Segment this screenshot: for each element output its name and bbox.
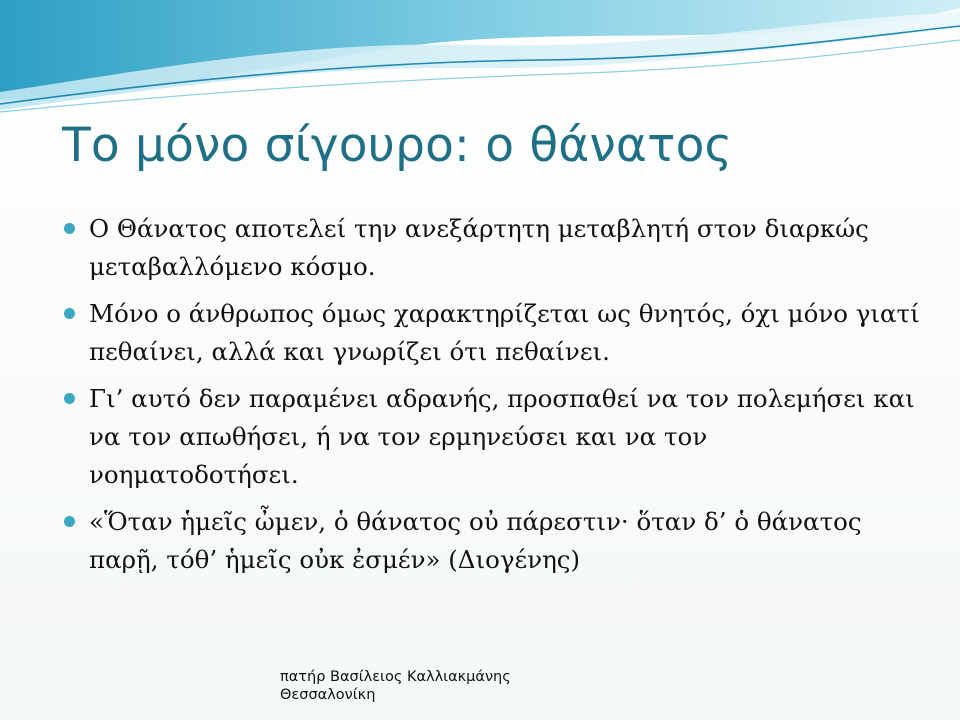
bullet-text: «Ὅταν ἡμεῖς ὦμεν, ὁ θάνατος οὐ πάρεστιν· ὅταν δ’ ὁ θάνατος παρῇ, τόθ’ ἡμεῖς οὐκ ἐσμέν» (Διογένης) xyxy=(89,507,862,574)
bullet-item xyxy=(62,503,922,579)
bullet-text: Μόνο ο άνθρωπος όμως χαρακτηρίζεται ως θνητός, όχι μόνο γιατί πεθαίνει, αλλά και γνωρίζει ότι πεθαίνει. xyxy=(89,299,920,366)
bullet-item xyxy=(62,380,922,494)
bullet-dot-icon xyxy=(64,393,75,404)
bullet-item xyxy=(62,210,922,286)
footer-location: Θεσσαλονίκη xyxy=(280,687,376,703)
slide-title: Το μόνο σίγουρο: ο θάνατος xyxy=(62,118,733,173)
bullet-text: Ο Θάνατος αποτελεί την ανεξάρτητη μεταβλητή στον διαρκώς μεταβαλλόμενο κόσμο. xyxy=(89,214,869,281)
bullet-item xyxy=(62,295,922,371)
bullet-dot-icon xyxy=(64,223,75,234)
bullet-list xyxy=(62,210,922,588)
footer-author: πατήρ Βασίλειος Καλλιακμάνης xyxy=(280,669,511,685)
bullet-dot-icon xyxy=(64,308,75,319)
wave-decoration xyxy=(0,0,960,120)
bullet-dot-icon xyxy=(64,516,75,527)
bullet-text: Γι’ αυτό δεν παραμένει αδρανής, προσπαθεί να τον πολεμήσει και να τον απωθήσει, ή να τον ερμηνεύσει και να τον νοηματοδοτήσει. xyxy=(89,384,915,489)
footer-note xyxy=(280,668,511,704)
